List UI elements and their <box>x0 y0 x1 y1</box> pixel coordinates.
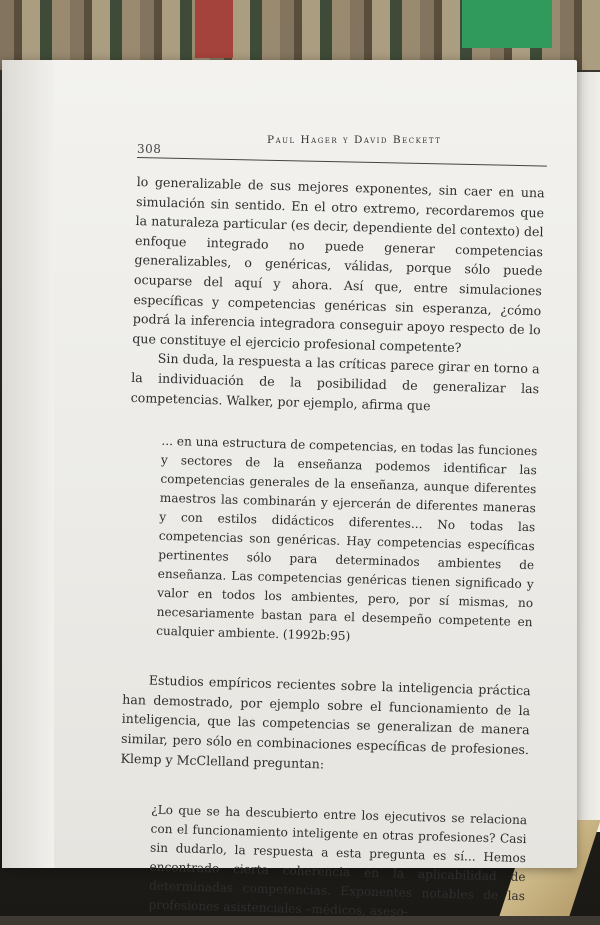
page-gutter <box>2 60 54 868</box>
page-number: 308 <box>137 142 162 156</box>
paragraph: Estudios empíricos recientes sobre la inteligencia práctica han demostrado, por ejemplo sobre el funcionamiento de la inteligencia, que las competencias se generalizan de manera similar, pero sólo en combinaciones específicas de profesiones. Klemp y McClelland preguntan: <box>120 672 531 771</box>
background-book <box>195 0 233 58</box>
block-quote: ¿Lo que se ha descubierto entre los ejecutivos se relaciona con el funcionamiento inteligente en otras profesiones? Casi sin dudarlo, la respuesta a esta pregunta es sí... Hemos encontrado cierta coherencia en la aplicabilidad de determinadas competencias. Exponentes notables de las profesiones asistenciales –médicos, aseso- <box>148 802 528 919</box>
paragraph: lo generalizable de sus mejores exponentes, sin caer en una simulación sin sentido. En el otro extremo, recordaremos que la naturaleza particular (es decir, dependiente del contexto) del enfoque integrado no puede generar competencias generalizables, o genéricas, válidas, porque sólo puede ocuparse del aquí y ahora. Así que, entre simulaciones específicas y competencias genéricas sin esperanza, ¿cómo podrá la inferencia integradora conseguir apoyo respecto de lo que constituye el ejercicio profesional competente? <box>132 173 545 355</box>
book-page <box>2 60 577 919</box>
running-head: Paul Hager y David Beckett <box>267 134 442 146</box>
page-header <box>137 130 547 160</box>
body-text <box>116 172 545 925</box>
header-rule <box>137 157 547 167</box>
block-quote: ... en una estructura de competencias, en todas las funciones y sectores de la enseñanza podemos identificar las competencias generales de la enseñanza, aunque diferentes maestros las combinarán y ejercerán de diferentes maneras y con estilos didácticos diferentes... No todas las competencias son genéricas. Hay competencias específicas pertinentes sólo para determinados ambientes de enseñanza. Las competencias genéricas tienen significado y valor en todos los ambientes, pero, por sí mismas, no necesariamente bastan para el desempeño competente en cualquier ambiente. (1992b:95) <box>156 433 538 644</box>
background-book <box>462 0 552 48</box>
paragraph: Sin duda, la respuesta a las críticas parece girar en torno a la individuación de la posibilidad de generalizar las competencias. Walker, por ejemplo, afirma que <box>130 351 540 413</box>
